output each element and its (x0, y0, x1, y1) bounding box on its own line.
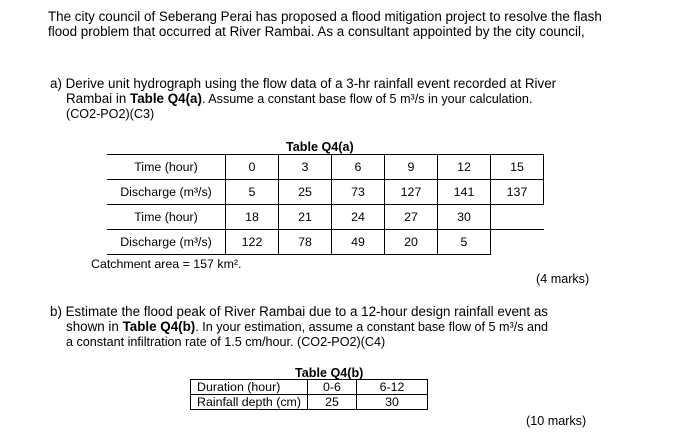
question-b-line2-prefix: shown in (66, 319, 123, 334)
intro-paragraph: The city council of Seberang Perai has proposed a flood mitigation project to resolve the flash flood problem that occurred at River Rambai. As a consultant appointed by the city council, (48, 9, 602, 39)
question-b-line1: b) Estimate the flood peak of River Rambai due to a 12-hour design rainfall event as (50, 304, 548, 319)
table-cell: 25 (279, 180, 332, 205)
table-b-caption: Table Q4(b) (295, 366, 364, 380)
table-row (191, 395, 428, 410)
row-label: Rainfall depth (cm) (191, 395, 308, 410)
table-cell: 21 (279, 205, 332, 230)
marks-b: (10 marks) (526, 414, 587, 428)
table-cell: 27 (385, 205, 438, 230)
table-cell: 25 (307, 395, 356, 410)
question-a-line2-suffix: . Assume a constant base flow of 5 m³/s in your calculation. (201, 92, 533, 106)
table-cell: 24 (332, 205, 385, 230)
table-row (107, 230, 544, 255)
row-label: Time (hour) (107, 155, 226, 180)
table-cell: 141 (438, 180, 491, 205)
table-row (107, 180, 544, 205)
table-b (190, 379, 428, 410)
table-cell: 30 (438, 205, 491, 230)
question-a-table-ref: Table Q4(a) (130, 91, 202, 106)
row-label: Discharge (m³/s) (107, 180, 226, 205)
question-b-line2 (50, 319, 610, 335)
table-row (191, 380, 428, 395)
question-a-line2-prefix: Rambai in (66, 91, 131, 106)
table-cell: 0 (226, 155, 279, 180)
table-a-caption: Table Q4(a) (286, 140, 354, 154)
table-cell: 73 (332, 180, 385, 205)
table-cell: 30 (356, 395, 427, 410)
table-cell: 49 (332, 230, 385, 255)
empty-cell (491, 205, 544, 230)
table-cell: 137 (491, 180, 544, 205)
question-a-line2 (50, 91, 610, 107)
question-b-table-ref: Table Q4(b) (122, 319, 196, 334)
catchment-area-note: Catchment area = 157 km². (91, 257, 242, 271)
table-cell: 9 (385, 155, 438, 180)
row-label: Duration (hour) (191, 380, 308, 395)
question-b (50, 304, 610, 350)
question-a (50, 76, 610, 122)
table-cell: 12 (438, 155, 491, 180)
question-b-line2-suffix: . In your estimation, assume a constant base flow of 5 m³/s and (195, 320, 549, 334)
marks-a: (4 marks) (536, 272, 590, 286)
table-cell: 18 (226, 205, 279, 230)
table-cell: 122 (226, 230, 279, 255)
table-cell: 78 (279, 230, 332, 255)
question-a-line1: a) Derive unit hydrograph using the flow data of a 3-hr rainfall event recorded at River (50, 76, 557, 91)
table-cell: 3 (279, 155, 332, 180)
empty-cell (491, 230, 544, 255)
question-b-line3: a constant infiltration rate of 1.5 cm/hour. (CO2-PO2)(C4) (66, 335, 386, 349)
question-a-code: (CO2-PO2)(C3) (66, 107, 155, 121)
table-cell: 15 (491, 155, 544, 180)
table-cell: 20 (385, 230, 438, 255)
table-row (107, 155, 544, 180)
table-cell: 5 (226, 180, 279, 205)
table-cell: 0-6 (307, 380, 356, 395)
table-cell: 5 (438, 230, 491, 255)
row-label: Time (hour) (107, 205, 226, 230)
table-cell: 127 (385, 180, 438, 205)
table-a (107, 154, 544, 255)
table-cell: 6-12 (356, 380, 427, 395)
table-row (107, 205, 544, 230)
row-label: Discharge (m³/s) (107, 230, 226, 255)
table-cell: 6 (332, 155, 385, 180)
